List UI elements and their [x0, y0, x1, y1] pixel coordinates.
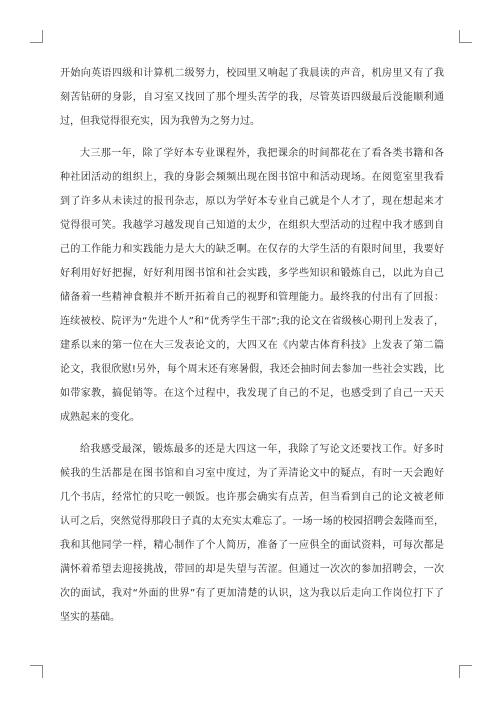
text-line: 满怀着希望去迎接挑战，带回的却是失望与苦涩。但通过一次次的参加招聘会，一次 — [60, 564, 444, 575]
text-line: 种社团活动的组织上，我的身影会频频出现在图书馆中和活动现场。在阅览室里我看 — [60, 172, 444, 183]
text-line: 觉得很可笑。我越学习越发现自己知道的太少，在组织大型活动的过程中我才感到自 — [60, 220, 444, 231]
document-body — [60, 62, 444, 638]
crop-mark-top-left — [30, 30, 43, 43]
text-line: 论文，我很欣慰!另外，每个周末还有寒暑假，我还会抽时间去参加一些社会实践，比 — [60, 364, 444, 375]
text-line: 坚实的基础。 — [60, 612, 120, 623]
text-line: 如带家教，搞促销等。在这个过程中，我发现了自己的不足，也感受到了自己一天天 — [60, 388, 444, 399]
text-line: 给我感受最深，锻炼最多的还是大四这一年，我除了写论文还要找工作。好多时 — [80, 444, 444, 455]
text-line: 几个书店，经常忙的只吃一顿饭。也许那会确实有点苦，但当看到自己的论文被老师 — [60, 492, 444, 503]
text-line: 我和其他同学一样，精心制作了个人简历，准备了一应俱全的面试资料，可每次都是 — [60, 540, 444, 551]
paragraph-3 — [60, 438, 444, 630]
text-line: 候我的生活都是在图书馆和自习室中度过，为了弄清论文中的疑点，有时一天会跑好 — [60, 468, 444, 479]
text-line: 连续被校、院评为“先进个人”和“优秀学生干部”;我的论文在省级核心期刊上发表了， — [60, 316, 444, 327]
crop-mark-bottom-right — [459, 665, 472, 678]
text-line: 储备着一些精神食粮并不断开拓着自己的视野和管理能力。最终我的付出有了回报： — [60, 292, 444, 303]
text-line: 认可之后，突然觉得那段日子真的太充实太难忘了。一场一场的校园招聘会轰隆而至， — [60, 516, 444, 527]
text-line: 建系以来的第一位在大三发表论文的，大四又在《内蒙古体育科技》上发表了第二篇 — [60, 340, 444, 351]
text-line: 次的面试，我对“外面的世界”有了更加清楚的认识，这为我以后走向工作岗位打下了 — [60, 588, 444, 599]
text-line: 开始向英语四级和计算机二级努力，校园里又响起了我晨读的声音，机房里又有了我 — [60, 68, 444, 79]
text-line: 到了许多从未读过的报刊杂志，原以为学好本专业自己就是个人才了，现在想起来才 — [60, 196, 444, 207]
text-line: 成熟起来的变化。 — [60, 412, 140, 423]
paragraph-1 — [60, 62, 444, 134]
text-line: 己的工作能力和实践能力是大大的缺乏啊。在仅存的大学生活的有限时间里，我要好 — [60, 244, 444, 255]
text-line: 大三那一年，除了学好本专业课程外，我把课余的时间都花在了看各类书籍和各 — [80, 148, 444, 159]
crop-mark-bottom-left — [30, 665, 43, 678]
paragraph-2 — [60, 142, 444, 430]
text-line: 刻苦钻研的身影，自习室又找回了那个埋头苦学的我，尽管英语四级最后没能顺利通 — [60, 92, 444, 103]
text-line: 过，但我觉得很充实，因为我曾为之努力过。 — [60, 116, 260, 127]
crop-mark-top-right — [459, 30, 472, 43]
text-line: 好利用好好把握，好好利用图书馆和社会实践，多学些知识和锻炼自己，以此为自己 — [60, 268, 444, 279]
